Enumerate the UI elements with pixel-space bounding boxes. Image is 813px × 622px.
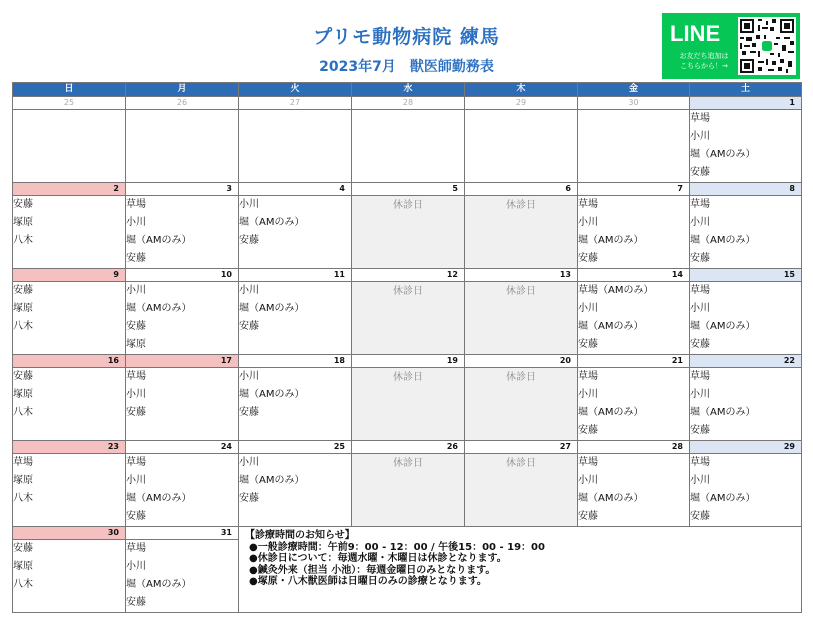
staff-cell bbox=[690, 368, 802, 441]
staff-name: 安藤 bbox=[239, 493, 259, 504]
staff-name: 堀（AMのみ） bbox=[578, 321, 644, 332]
closed-day-cell: 休診日 bbox=[465, 282, 578, 355]
staff-name: 塚原 bbox=[13, 303, 33, 314]
staff-cell bbox=[13, 540, 126, 613]
date-cell: 4 bbox=[239, 183, 352, 196]
staff-name: 安藤 bbox=[13, 543, 33, 554]
staff-name: 堀（AMのみ） bbox=[690, 493, 756, 504]
date-cell: 13 bbox=[465, 269, 578, 282]
staff-name: 安藤 bbox=[126, 511, 146, 522]
staff-name: 安藤 bbox=[239, 321, 259, 332]
staff-name: 安藤 bbox=[126, 407, 146, 418]
date-cell: 12 bbox=[352, 269, 465, 282]
date-cell: 28 bbox=[578, 441, 690, 454]
date-cell: 20 bbox=[465, 355, 578, 368]
staff-cell bbox=[13, 368, 126, 441]
week4-staff-row bbox=[13, 368, 802, 441]
line-add-friend-line2: こちらから！→ bbox=[680, 62, 728, 70]
date-cell: 30 bbox=[578, 97, 690, 110]
staff-name: 草場 bbox=[690, 113, 710, 124]
staff-name: 小川 bbox=[690, 475, 710, 486]
line-add-friend-text bbox=[670, 51, 738, 71]
staff-name: 堀（AMのみ） bbox=[239, 303, 305, 314]
staff-cell bbox=[578, 110, 690, 183]
staff-name: 八木 bbox=[13, 407, 33, 418]
staff-name: 塚原 bbox=[13, 561, 33, 572]
staff-cell bbox=[578, 368, 690, 441]
weekday-wed: 水 bbox=[352, 83, 465, 97]
week2-staff-row bbox=[13, 196, 802, 269]
date-cell: 2 bbox=[13, 183, 126, 196]
staff-name: 安藤 bbox=[690, 253, 710, 264]
staff-name: 堀（AMのみ） bbox=[126, 235, 192, 246]
staff-name: 小川 bbox=[578, 389, 598, 400]
staff-name: 小川 bbox=[239, 199, 259, 210]
notice-item: ●一般診療時間：午前9：00 - 12：00 / 午後15：00 - 19：00 bbox=[249, 541, 545, 553]
date-cell: 29 bbox=[465, 97, 578, 110]
staff-cell bbox=[239, 454, 352, 527]
date-cell: 31 bbox=[126, 527, 239, 540]
staff-name: 小川 bbox=[239, 285, 259, 296]
date-cell: 22 bbox=[690, 355, 802, 368]
staff-name: 安藤 bbox=[239, 407, 259, 418]
date-cell: 14 bbox=[578, 269, 690, 282]
staff-cell bbox=[690, 110, 802, 183]
staff-name: 八木 bbox=[13, 235, 33, 246]
week5-staff-row bbox=[13, 454, 802, 527]
date-cell: 29 bbox=[690, 441, 802, 454]
staff-cell bbox=[465, 110, 578, 183]
date-cell: 15 bbox=[690, 269, 802, 282]
staff-name: 小川 bbox=[239, 371, 259, 382]
staff-name: 堀（AMのみ） bbox=[690, 149, 756, 160]
staff-name: 安藤 bbox=[578, 339, 598, 350]
staff-name: 堀（AMのみ） bbox=[578, 493, 644, 504]
staff-name: 安藤 bbox=[690, 339, 710, 350]
notice-box bbox=[239, 527, 802, 613]
notice-item: ●塚原・八木獣医師は日曜日のみの診療となります。 bbox=[249, 576, 487, 587]
closed-day-cell: 休診日 bbox=[352, 282, 465, 355]
schedule-subtitle: 2023年7月 獣医師勤務表 bbox=[319, 59, 494, 75]
staff-name: 安藤 bbox=[13, 371, 33, 382]
staff-name: 堀（AMのみ） bbox=[239, 217, 305, 228]
staff-cell bbox=[690, 282, 802, 355]
staff-name: 草場 bbox=[126, 199, 146, 210]
staff-name: 小川 bbox=[126, 561, 146, 572]
staff-name: 安藤 bbox=[126, 321, 146, 332]
staff-name: 安藤 bbox=[13, 199, 33, 210]
staff-name: 小川 bbox=[690, 131, 710, 142]
notice-item: ●休診日について：毎週水曜・木曜日は休診となります。 bbox=[249, 553, 507, 564]
staff-name: 安藤 bbox=[578, 511, 598, 522]
weekday-tue: 火 bbox=[239, 83, 352, 97]
date-cell: 21 bbox=[578, 355, 690, 368]
staff-name: 塚原 bbox=[126, 339, 146, 350]
staff-name: 草場 bbox=[578, 371, 598, 382]
staff-name: 堀（AMのみ） bbox=[578, 407, 644, 418]
weekday-sun: 日 bbox=[13, 83, 126, 97]
weekday-fri: 金 bbox=[578, 83, 690, 97]
closed-day-cell: 休診日 bbox=[465, 196, 578, 269]
staff-name: 八木 bbox=[13, 321, 33, 332]
staff-name: 安藤 bbox=[13, 285, 33, 296]
line-add-friend-line1: お友だち追加は bbox=[679, 52, 729, 60]
week2-date-row bbox=[13, 183, 802, 196]
staff-name: 草場 bbox=[690, 199, 710, 210]
date-cell: 16 bbox=[13, 355, 126, 368]
staff-name: 安藤 bbox=[578, 253, 598, 264]
staff-cell bbox=[690, 196, 802, 269]
staff-name: 小川 bbox=[578, 303, 598, 314]
date-cell: 26 bbox=[126, 97, 239, 110]
notice-title: 【診療時間のお知らせ】 bbox=[245, 530, 355, 541]
line-friend-badge[interactable] bbox=[662, 13, 800, 79]
closed-day-cell: 休診日 bbox=[352, 196, 465, 269]
date-cell: 10 bbox=[126, 269, 239, 282]
week1-date-row bbox=[13, 97, 802, 110]
staff-cell bbox=[126, 454, 239, 527]
staff-name: 小川 bbox=[690, 389, 710, 400]
staff-name: 堀（AMのみ） bbox=[239, 475, 305, 486]
staff-name: 塚原 bbox=[13, 475, 33, 486]
staff-name: 草場 bbox=[126, 457, 146, 468]
staff-name: 安藤 bbox=[690, 511, 710, 522]
staff-name: 草場 bbox=[126, 543, 146, 554]
staff-cell bbox=[13, 196, 126, 269]
staff-cell bbox=[578, 282, 690, 355]
staff-name: 安藤 bbox=[239, 235, 259, 246]
staff-cell bbox=[126, 282, 239, 355]
staff-name: 小川 bbox=[126, 389, 146, 400]
staff-name: 堀（AMのみ） bbox=[690, 321, 756, 332]
staff-name: 堀（AMのみ） bbox=[578, 235, 644, 246]
staff-cell bbox=[239, 110, 352, 183]
staff-cell bbox=[13, 454, 126, 527]
staff-cell bbox=[13, 282, 126, 355]
staff-name: 小川 bbox=[690, 217, 710, 228]
date-cell: 7 bbox=[578, 183, 690, 196]
date-cell: 3 bbox=[126, 183, 239, 196]
date-cell: 28 bbox=[352, 97, 465, 110]
closed-day-cell: 休診日 bbox=[352, 454, 465, 527]
staff-cell bbox=[239, 282, 352, 355]
date-cell: 18 bbox=[239, 355, 352, 368]
weekday-header-row bbox=[13, 83, 802, 97]
week1-staff-row bbox=[13, 110, 802, 183]
staff-cell bbox=[690, 454, 802, 527]
date-cell: 30 bbox=[13, 527, 126, 540]
staff-name: 草場 bbox=[690, 457, 710, 468]
date-cell: 23 bbox=[13, 441, 126, 454]
staff-cell bbox=[578, 196, 690, 269]
week6-date-row bbox=[13, 527, 802, 540]
date-cell: 27 bbox=[239, 97, 352, 110]
staff-cell bbox=[126, 368, 239, 441]
date-cell: 8 bbox=[690, 183, 802, 196]
date-cell: 25 bbox=[239, 441, 352, 454]
date-cell: 27 bbox=[465, 441, 578, 454]
staff-name: 草場 bbox=[690, 285, 710, 296]
date-cell: 9 bbox=[13, 269, 126, 282]
closed-day-cell: 休診日 bbox=[352, 368, 465, 441]
qr-code-icon[interactable] bbox=[738, 17, 796, 75]
staff-name: 草場（AMのみ） bbox=[578, 285, 654, 296]
week4-date-row bbox=[13, 355, 802, 368]
staff-name: 小川 bbox=[578, 217, 598, 228]
staff-name: 小川 bbox=[126, 475, 146, 486]
staff-cell bbox=[126, 110, 239, 183]
week3-date-row bbox=[13, 269, 802, 282]
week3-staff-row bbox=[13, 282, 802, 355]
staff-name: 草場 bbox=[578, 457, 598, 468]
staff-cell bbox=[126, 540, 239, 613]
staff-name: 草場 bbox=[13, 457, 33, 468]
line-logo: LINE bbox=[670, 21, 721, 46]
staff-name: 塚原 bbox=[13, 217, 33, 228]
staff-name: 小川 bbox=[578, 475, 598, 486]
date-cell: 25 bbox=[13, 97, 126, 110]
staff-name: 安藤 bbox=[690, 425, 710, 436]
staff-name: 安藤 bbox=[690, 167, 710, 178]
staff-name: 堀（AMのみ） bbox=[126, 579, 192, 590]
staff-name: 安藤 bbox=[126, 597, 146, 608]
staff-name: 堀（AMのみ） bbox=[126, 493, 192, 504]
hospital-name: プリモ動物病院 練馬 bbox=[313, 26, 500, 48]
staff-name: 八木 bbox=[13, 579, 33, 590]
staff-name: 小川 bbox=[126, 285, 146, 296]
staff-name: 堀（AMのみ） bbox=[690, 407, 756, 418]
weekday-thu: 木 bbox=[465, 83, 578, 97]
closed-day-cell: 休診日 bbox=[465, 368, 578, 441]
staff-cell bbox=[239, 196, 352, 269]
staff-name: 草場 bbox=[578, 199, 598, 210]
date-cell: 19 bbox=[352, 355, 465, 368]
staff-name: 塚原 bbox=[13, 389, 33, 400]
staff-cell bbox=[578, 454, 690, 527]
closed-day-cell: 休診日 bbox=[465, 454, 578, 527]
staff-name: 安藤 bbox=[126, 253, 146, 264]
staff-cell bbox=[13, 110, 126, 183]
staff-name: 堀（AMのみ） bbox=[239, 389, 305, 400]
staff-name: 小川 bbox=[690, 303, 710, 314]
date-cell: 11 bbox=[239, 269, 352, 282]
date-cell: 5 bbox=[352, 183, 465, 196]
staff-cell bbox=[126, 196, 239, 269]
staff-name: 安藤 bbox=[578, 425, 598, 436]
weekday-mon: 月 bbox=[126, 83, 239, 97]
date-cell-holiday: 17 bbox=[126, 355, 239, 368]
weekday-sat: 土 bbox=[690, 83, 802, 97]
staff-name: 堀（AMのみ） bbox=[690, 235, 756, 246]
staff-name: 小川 bbox=[126, 217, 146, 228]
staff-cell bbox=[352, 110, 465, 183]
staff-cell bbox=[239, 368, 352, 441]
date-cell: 24 bbox=[126, 441, 239, 454]
week5-date-row bbox=[13, 441, 802, 454]
staff-name: 草場 bbox=[690, 371, 710, 382]
date-cell: 26 bbox=[352, 441, 465, 454]
staff-name: 草場 bbox=[126, 371, 146, 382]
staff-name: 堀（AMのみ） bbox=[126, 303, 192, 314]
staff-name: 八木 bbox=[13, 493, 33, 504]
duty-calendar bbox=[12, 82, 802, 613]
staff-name: 小川 bbox=[239, 457, 259, 468]
notice-item: ●鍼灸外来（担当 小池）：毎週金曜日のみとなります。 bbox=[249, 564, 496, 576]
date-cell: 6 bbox=[465, 183, 578, 196]
date-cell: 1 bbox=[690, 97, 802, 110]
